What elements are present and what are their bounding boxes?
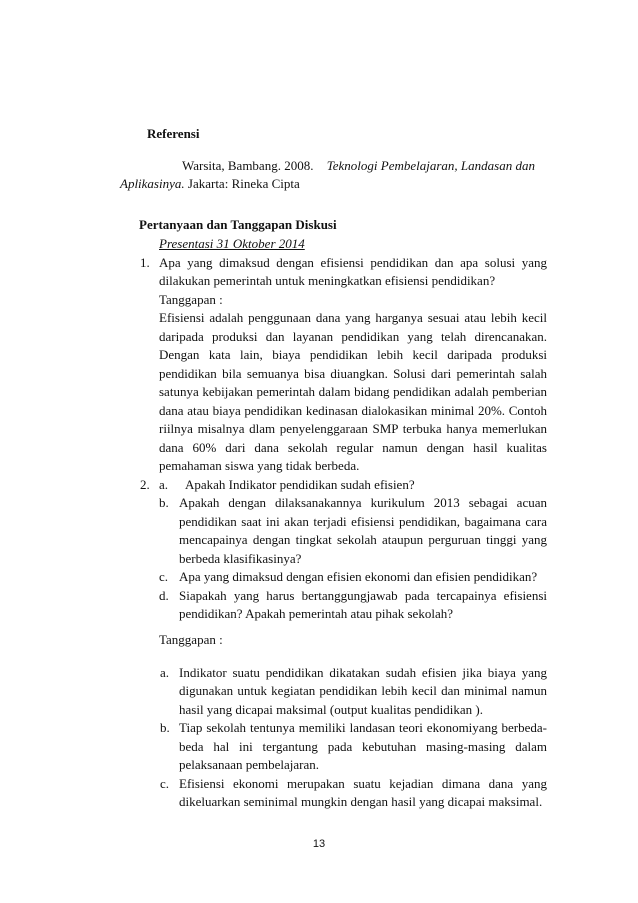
answer-a-line: digunakan untuk kegiatan pendidikan lebih kecil dan minimal namun bbox=[179, 683, 547, 698]
sub-question-label: b. bbox=[159, 495, 169, 510]
answer-1-line: daripada produksi dan layanan pendidikan yang telah direncanakan. bbox=[159, 329, 547, 344]
answer-1-line: Dengan kata lain, biaya pendidikan lebih kecil daripada produksi bbox=[159, 347, 547, 362]
answer-a-line: hasil yang dicapai maksimal (output kualitas pendidikan ). bbox=[179, 702, 483, 717]
answer-1-line: Efisiensi adalah penggunaan dana yang harganya sesuai atau lebih kecil bbox=[159, 310, 547, 325]
answer-1-line: dana atau biaya pendidikan kedinasan dialokasikan minimal 20%. Contoh bbox=[159, 403, 547, 418]
question-1-line: Apa yang dimaksud dengan efisiensi pendidikan dan apa solusi yang bbox=[159, 255, 547, 270]
sub-question-label: d. bbox=[159, 588, 169, 603]
answer-1-line: pemahaman siswa yang tidak berbeda. bbox=[159, 458, 360, 473]
answer-b-line: beda hal ini tergantung pada kebutuhan masing-masing dalam bbox=[179, 739, 547, 754]
answer-a-line: Indikator suatu pendidikan dikatakan sudah efisien jika biaya yang bbox=[179, 665, 547, 680]
sub-question-b-line: berbeda klasifikasinya? bbox=[179, 551, 302, 566]
answer-1-line: dana 60% dari dana sekolah regular namun dengan hasil kualitas bbox=[159, 440, 547, 455]
answer-label: b. bbox=[160, 720, 170, 735]
reference-title: Teknologi Pembelajaran, Landasan dan bbox=[326, 158, 535, 173]
answer-c-line: Efisiensi ekonomi merupakan suatu kejadian dimana dana yang bbox=[179, 776, 547, 791]
answer-1-line: satunya kebijakan pemerintah dalam bidang pendidikan adalah pemberian bbox=[159, 384, 547, 399]
diskusi-heading: Pertanyaan dan Tanggapan Diskusi bbox=[139, 217, 337, 232]
reference-line-1 bbox=[182, 157, 548, 174]
answer-label: a. bbox=[160, 665, 170, 680]
sub-question-label: c. bbox=[159, 569, 169, 584]
sub-question-label: a. bbox=[159, 477, 169, 492]
sub-question-a: Apakah Indikator pendidikan sudah efisien? bbox=[185, 477, 415, 492]
question-1-line: dilakukan pemerintah untuk meningkatkan efisiensi pendidikan? bbox=[159, 273, 496, 288]
sub-question-b-line: pendidikan saat ini akan terjadi efisiensi pendidikan, bagaimana cara bbox=[179, 514, 547, 529]
answer-1-line: pendidikan bila semuanya bisa diuangkan. Solusi dari pemerintah salah bbox=[159, 366, 547, 381]
tanggapan-label: Tanggapan : bbox=[159, 632, 223, 647]
answer-b-line: pelaksanaan pembelajaran. bbox=[179, 757, 320, 772]
reference-author: Warsita, Bambang. 2008. bbox=[182, 158, 314, 173]
answer-1-line: riilnya misalnya dlam penyelenggaraan SMP terbuka hanya memerlukan bbox=[159, 421, 547, 436]
sub-question-b-line: Apakah dengan dilaksanakannya kurikulum 2013 sebagai acuan bbox=[179, 495, 547, 510]
answer-label: c. bbox=[160, 776, 170, 791]
tanggapan-label: Tanggapan : bbox=[159, 292, 223, 307]
sub-question-c: Apa yang dimaksud dengan efisien ekonomi dan efisien pendidikan? bbox=[179, 569, 538, 584]
sub-question-b-line: mencapainya dengan tingkat sekolah ataupun perguruan tinggi yang bbox=[179, 532, 547, 547]
reference-title-cont: Aplikasinya. bbox=[120, 176, 185, 191]
sub-question-d-line: Siapakah yang harus bertanggungjawab pada tercapainya efisiensi bbox=[179, 588, 547, 603]
answer-c-line: dikeluarkan seminimal mungkin dengan hasil yang dicapai maksimal. bbox=[179, 794, 543, 809]
reference-line-2 bbox=[120, 175, 300, 192]
reference-publisher: Jakarta: Rineka Cipta bbox=[184, 176, 300, 191]
question-number: 2. bbox=[140, 477, 150, 492]
answer-b-line: Tiap sekolah tentunya memiliki landasan teori ekonomiyang berbeda- bbox=[179, 720, 547, 735]
presentation-date: Presentasi 31 Oktober 2014 bbox=[159, 236, 305, 251]
page-number: 13 bbox=[312, 838, 326, 850]
question-number: 1. bbox=[140, 255, 150, 270]
sub-question-d-line: pendidikan? Apakah pemerintah atau pihak sekolah? bbox=[179, 606, 453, 621]
referensi-heading: Referensi bbox=[147, 126, 200, 141]
